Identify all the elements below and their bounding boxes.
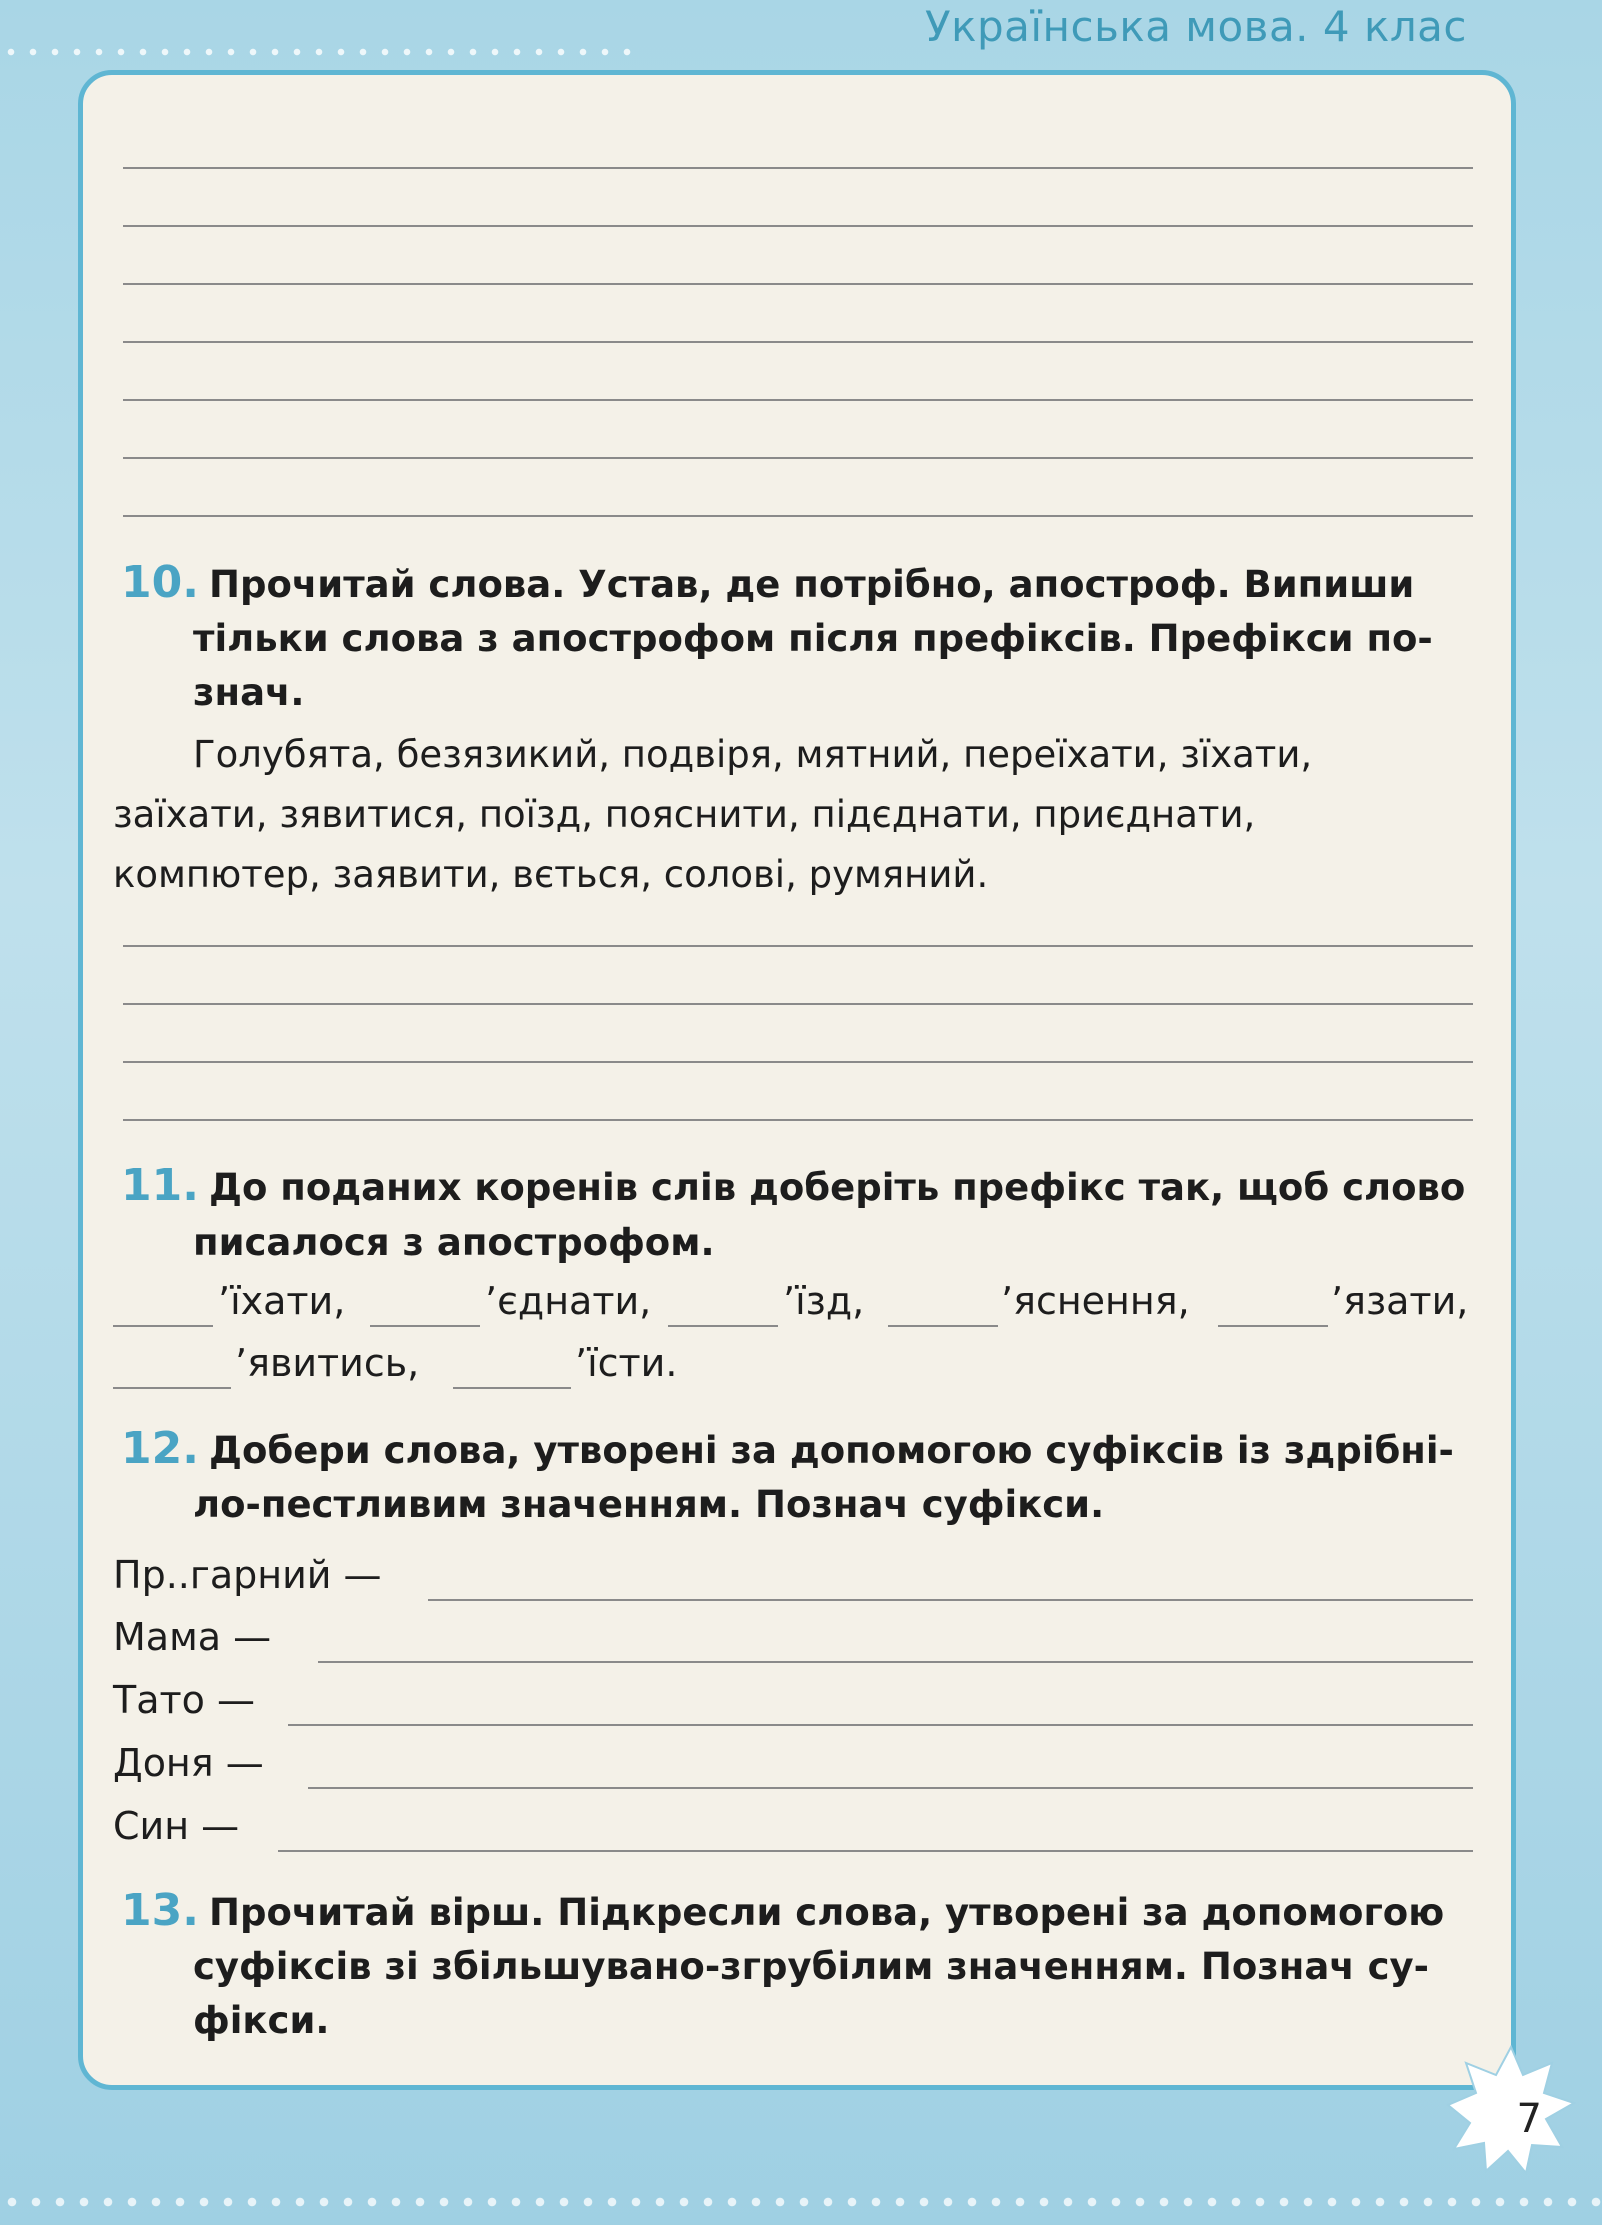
blank-line[interactable] [113, 1387, 231, 1389]
exercise-11-blank-7: ’їсти. [575, 1341, 678, 1385]
blank-line[interactable] [668, 1325, 778, 1327]
decorative-dots-bottom [0, 2191, 1602, 2213]
writing-line[interactable] [123, 1061, 1473, 1063]
exercise-13-instruction-line2: суфіксів зі збільшувано-згрубілим значенням. Познач су- [193, 1945, 1429, 1988]
exercise-13-number: 13. [121, 1885, 199, 1936]
exercise-12-instruction-line1: Добери слова, утворені за допомогою суфіксів із здрібні- [209, 1429, 1454, 1472]
exercise-12-item-3: Тато — [113, 1678, 255, 1722]
exercise-12-item-2: Мама — [113, 1615, 272, 1659]
blank-line[interactable] [1218, 1325, 1328, 1327]
answer-line[interactable] [278, 1850, 1473, 1852]
writing-line[interactable] [123, 457, 1473, 459]
exercise-11-blank-4: ’яснення, [1001, 1279, 1190, 1323]
writing-line[interactable] [123, 945, 1473, 947]
exercise-12-instruction-line2: ло-пестливим значенням. Познач суфікси. [193, 1483, 1105, 1526]
exercise-10-instruction-line2: тільки слова з апострофом після префіксів. Префікси по- [193, 617, 1433, 660]
exercise-10-number: 10. [121, 557, 199, 608]
exercise-12-item-1: Пр..гарний — [113, 1553, 382, 1597]
blank-line[interactable] [888, 1325, 998, 1327]
answer-line[interactable] [308, 1787, 1473, 1789]
exercise-11-instruction-line1: До поданих коренів слів доберіть префікс так, щоб слово [209, 1166, 1466, 1209]
writing-line[interactable] [123, 399, 1473, 401]
exercise-11-instruction-line2: писалося з апострофом. [193, 1221, 715, 1264]
exercise-13-instruction-line3: фікси. [193, 1999, 330, 2042]
page-header-title: Українська мова. 4 клас [925, 2, 1467, 51]
answer-line[interactable] [288, 1724, 1473, 1726]
exercise-11-number: 11. [121, 1160, 199, 1211]
worksheet-card [78, 70, 1516, 2090]
blank-line[interactable] [370, 1325, 480, 1327]
writing-line[interactable] [123, 341, 1473, 343]
exercise-11-blank-5: ’язати, [1331, 1279, 1469, 1323]
answer-line[interactable] [318, 1661, 1473, 1663]
page-number: 7 [1516, 2096, 1542, 2142]
exercise-10-words-line2: заїхати, зявитися, поїзд, пояснити, підєднати, приєднати, [113, 793, 1256, 836]
exercise-11-blank-1: ’їхати, [218, 1279, 346, 1323]
exercise-10-instruction-line3: знач. [193, 671, 305, 714]
writing-line[interactable] [123, 225, 1473, 227]
writing-line[interactable] [123, 283, 1473, 285]
page-number-star-badge [1446, 2045, 1576, 2175]
answer-line[interactable] [428, 1599, 1473, 1601]
writing-line[interactable] [123, 515, 1473, 517]
exercise-11-blank-6: ’явитись, [235, 1341, 420, 1385]
blank-line[interactable] [113, 1325, 213, 1327]
exercise-13-instruction-line1: Прочитай вірш. Підкресли слова, утворені за допомогою [209, 1891, 1445, 1934]
writing-line[interactable] [123, 167, 1473, 169]
exercise-10-words-line3: компютер, заявити, вється, солові, румяний. [113, 853, 989, 896]
exercise-10-instruction-line1: Прочитай слова. Устав, де потрібно, апостроф. Випиши [209, 563, 1415, 606]
writing-line[interactable] [123, 1119, 1473, 1121]
exercise-10-words-line1: Голубята, безязикий, подвіря, мятний, переїхати, зїхати, [193, 733, 1313, 776]
decorative-dots-top [0, 42, 640, 62]
exercise-12-item-4: Доня — [113, 1741, 264, 1785]
blank-line[interactable] [453, 1387, 571, 1389]
exercise-12-item-5: Син — [113, 1804, 240, 1848]
writing-line[interactable] [123, 1003, 1473, 1005]
exercise-12-number: 12. [121, 1423, 199, 1474]
exercise-11-blank-3: ’їзд, [783, 1279, 865, 1323]
exercise-11-blank-2: ’єднати, [485, 1279, 652, 1323]
